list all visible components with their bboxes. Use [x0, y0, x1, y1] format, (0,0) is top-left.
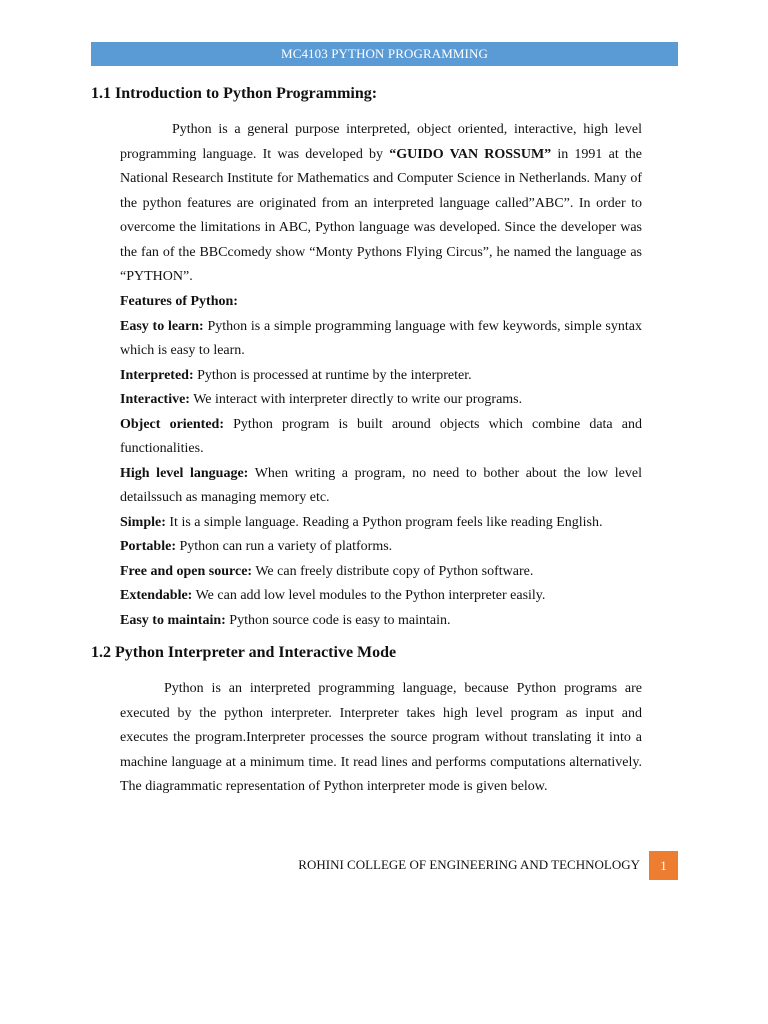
- feature-desc: Python is a simple programming language with few keywords, simple syntax which is easy to learn.: [120, 318, 642, 358]
- feature-desc: We can freely distribute copy of Python software.: [252, 563, 534, 579]
- feature-term: Easy to learn:: [120, 318, 204, 334]
- feature-item: [120, 535, 642, 560]
- feature-term: Object oriented:: [120, 416, 224, 432]
- section-2-heading: 1.2 Python Interpreter and Interactive Mode: [91, 644, 397, 661]
- feature-term: Free and open source:: [120, 563, 253, 579]
- interpreter-paragraph: Python is an interpreted programming language, because Python programs are executed by the python interpreter. Interpreter takes high level program as input and executes the program.Interpreter processes the source program without translating it into a machine language at a minimum time. It read lines and performs computations alternatively. The diagrammatic representation of Python interpreter mode is given below.: [120, 681, 642, 794]
- feature-desc: We can add low level modules to the Python interpreter easily.: [192, 588, 546, 603]
- feature-term: Interpreted:: [120, 367, 194, 383]
- feature-item: [120, 462, 642, 511]
- features-heading: [120, 290, 642, 315]
- feature-desc: It is a simple language. Reading a Python program feels like reading English.: [165, 514, 603, 530]
- feature-item: [120, 560, 642, 585]
- feature-desc: Python source code is easy to maintain.: [225, 612, 451, 628]
- feature-item: [120, 364, 642, 389]
- feature-desc: Python can run a variety of platforms.: [175, 539, 393, 554]
- intro-block: [120, 118, 642, 290]
- feature-term: Interactive:: [120, 392, 190, 407]
- feature-desc: We interact with interpreter directly to write our programs.: [189, 392, 523, 407]
- feature-item: [120, 584, 642, 609]
- interpreter-block: [120, 677, 642, 800]
- course-title: MC4103 PYTHON PROGRAMMING: [281, 46, 488, 61]
- feature-desc: Python is processed at runtime by the interpreter.: [193, 367, 472, 383]
- feature-item: [120, 511, 642, 536]
- section-1-heading: 1.1 Introduction to Python Programming:: [91, 85, 378, 102]
- feature-item: [120, 388, 642, 413]
- page-header: [91, 42, 678, 66]
- footer-college-name: ROHINI COLLEGE OF ENGINEERING AND TECHNOLOGY: [298, 857, 640, 872]
- feature-term: Easy to maintain:: [120, 612, 226, 628]
- feature-desc: Python program is built around objects which combine data and functionalities.: [120, 416, 642, 456]
- feature-item: [120, 609, 642, 634]
- feature-term: Portable:: [120, 539, 176, 554]
- feature-term: Extendable:: [120, 588, 193, 603]
- features-heading-text: Features of Python:: [120, 294, 238, 309]
- feature-item: [120, 413, 642, 462]
- feature-item: [120, 315, 642, 364]
- intro-text-2: in 1991 at the National Research Institute for Mathematics and Computer Science in Netherlands. Many of the python features are originated from an interpreted language called”ABC”. In order to overcome the limitations in ABC, Python language was developed. Since the developer was the fan of the BBCcomedy show “Monty Pythons Flying Circus”, he named the language as “PYTHON”.: [120, 146, 642, 284]
- page-number: 1: [649, 851, 678, 880]
- intro-text-1: Python is a general purpose interpreted, object oriented, interactive, high level programming language. It was developed by: [120, 122, 642, 162]
- features-block: [120, 290, 642, 633]
- developer-name: “GUIDO VAN ROSSUM”: [389, 146, 552, 162]
- feature-desc: When writing a program, no need to bother about the low level detailssuch as managing memory etc.: [120, 465, 642, 505]
- feature-term: High level language:: [120, 465, 249, 481]
- intro-paragraph: [120, 118, 642, 290]
- feature-term: Simple:: [120, 514, 166, 530]
